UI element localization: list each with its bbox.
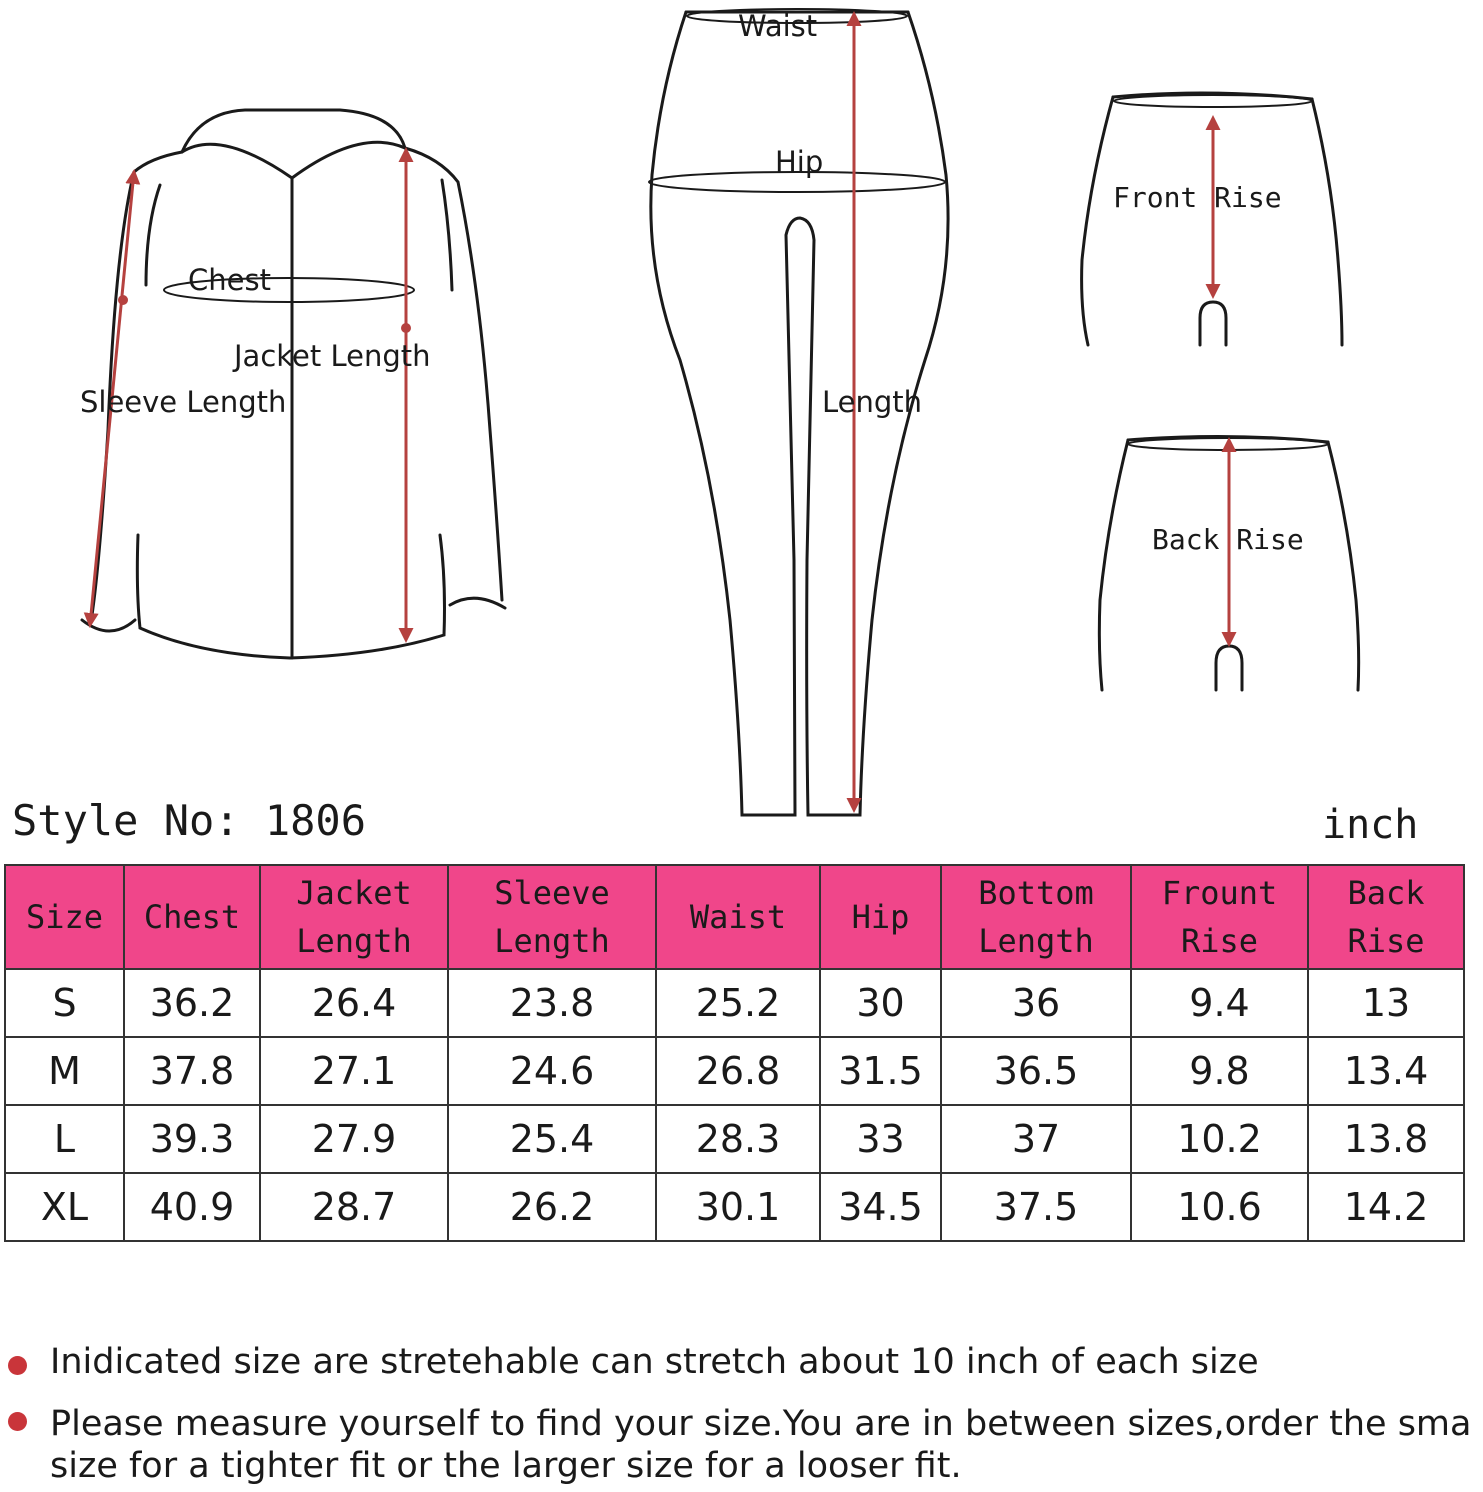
length-label: Length [822,385,923,419]
table-cell: S [5,969,124,1037]
note-measure: Please measure yourself to find your size.You are in between sizes,order the sma [50,1404,1472,1444]
table-cell: 9.8 [1131,1037,1308,1105]
table-cell: 26.8 [656,1037,820,1105]
header-jacket-length: Jacket Length [260,865,448,969]
hip-label: Hip [775,145,824,179]
table-cell: 37 [941,1105,1131,1173]
header-back-rise: Back Rise [1308,865,1464,969]
jacket-length-label: Jacket Length [234,339,431,373]
table-cell: 23.8 [448,969,656,1037]
table-row [5,1173,1464,1241]
table-row [5,1105,1464,1173]
header-waist: Waist [656,865,820,969]
table-cell: 26.2 [448,1173,656,1241]
header-front-rise: Frount Rise [1131,865,1308,969]
table-cell: 10.2 [1131,1105,1308,1173]
waist-label: Waist [738,9,818,43]
table-cell: 14.2 [1308,1173,1464,1241]
table-cell: 25.2 [656,969,820,1037]
table-cell: 28.7 [260,1173,448,1241]
table-cell: 34.5 [820,1173,941,1241]
table-cell: 37.8 [124,1037,260,1105]
table-row [5,1037,1464,1105]
table-cell: 26.4 [260,969,448,1037]
table-cell: 36 [941,969,1131,1037]
unit-label: inch [1322,802,1419,848]
table-cell: 36.2 [124,969,260,1037]
table-cell: 36.5 [941,1037,1131,1105]
table-cell: 31.5 [820,1037,941,1105]
sleeve-length-label: Sleeve Length [80,385,287,419]
bullet-icon [8,1356,27,1375]
header-chest: Chest [124,865,260,969]
table-cell: 13.8 [1308,1105,1464,1173]
table-cell: L [5,1105,124,1173]
bullet-icon [8,1412,27,1431]
header-bottom-length: Bottom Length [941,865,1131,969]
table-cell: 10.6 [1131,1173,1308,1241]
table-cell: 33 [820,1105,941,1173]
jacket-drawing [82,110,505,658]
table-cell: 30.1 [656,1173,820,1241]
style-number: Style No: 1806 [12,796,367,845]
table-cell: 40.9 [124,1173,260,1241]
table-cell: 27.1 [260,1037,448,1105]
front-rise-label: Front Rise [1113,181,1282,214]
table-cell: XL [5,1173,124,1241]
table-cell: 13.4 [1308,1037,1464,1105]
table-cell: 28.3 [656,1105,820,1173]
note-measure-continued: size for a tighter fit or the larger size for a looser fit. [50,1446,962,1486]
header-size: Size [5,865,124,969]
table-cell: 37.5 [941,1173,1131,1241]
note-stretch: Inidicated size are stretehable can stretch about 10 inch of each size [50,1342,1259,1382]
table-cell: 24.6 [448,1037,656,1105]
back-rise-label: Back Rise [1152,523,1304,556]
header-sleeve-length: Sleeve Length [448,865,656,969]
table-cell: 25.4 [448,1105,656,1173]
chest-label: Chest [188,263,271,297]
table-cell: 9.4 [1131,969,1308,1037]
size-chart-table [4,864,1465,1242]
table-cell: 13 [1308,969,1464,1037]
table-cell: 27.9 [260,1105,448,1173]
table-cell: 30 [820,969,941,1037]
header-hip: Hip [820,865,941,969]
table-header-row [5,865,1464,969]
table-cell: 39.3 [124,1105,260,1173]
table-row [5,969,1464,1037]
table-cell: M [5,1037,124,1105]
